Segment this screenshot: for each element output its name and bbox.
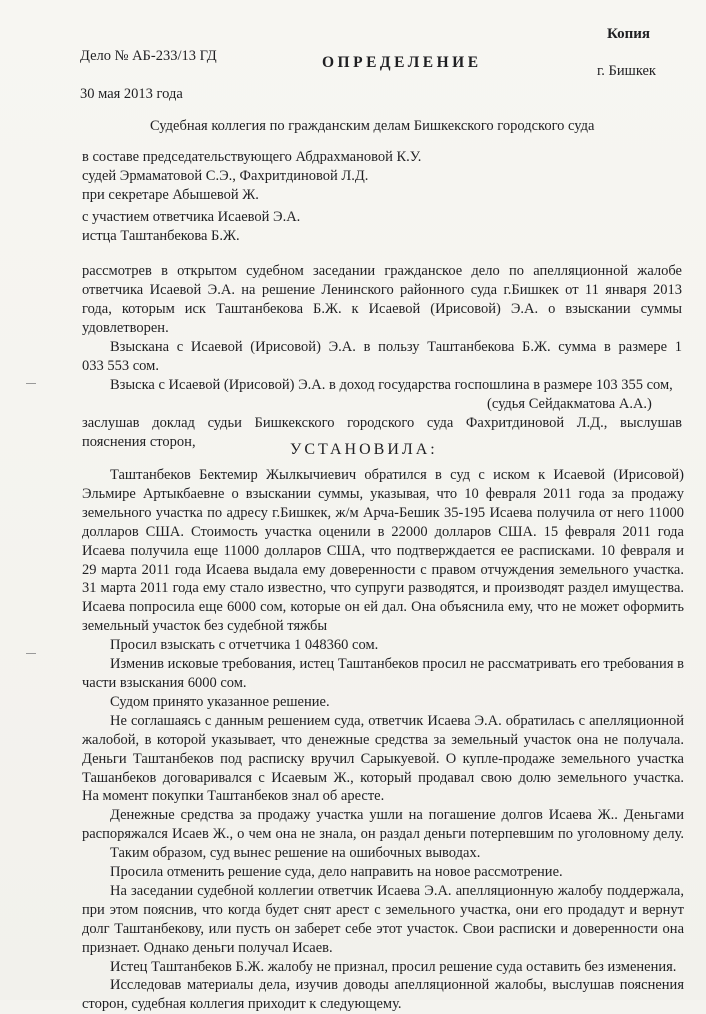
body-line: сторон, судебная коллегия приходит к следующему. [82, 996, 402, 1013]
body-line: жалобой, в которой указывает, что денежные средства за земельный участок она не получала. [82, 731, 684, 748]
hearing-line: заслушав доклад судьи Бишкекского городского суда Фахритдиновой Л.Д., выслушав [82, 415, 682, 431]
body-text [82, 466, 684, 1014]
sum-line: Взыскана с Исаевой (Ирисовой) Э.А. в пользу Таштанбекова Б.Ж. сумма в размере 1 [110, 339, 682, 355]
body-line: Изменив исковые требования, истец Таштанбеков просил не рассматривать его требования в [110, 656, 684, 673]
composition-line: судей Эрмаматовой С.Э., Фахритдиновой Л.Д. [82, 168, 369, 184]
body-line: Истец Таштанбеков Б.Ж. жалобу не признал, просил решение суда оставить без изменения. [110, 958, 677, 975]
body-line: части взыскания 6000 сом. [82, 674, 247, 691]
court-composition [82, 148, 421, 205]
body-line: Просил взыскать с отчетчика 1 048360 сом. [110, 637, 379, 654]
body-line: 29 марта 2011 года Исаева выдала ему доверенности с правом отчуждения земельного участка. [82, 561, 684, 578]
body-line: Исаева получила еще 11000 долларов США, что подтверждается ее расписками. 10 февраля и [82, 542, 684, 559]
body-line: На заседании судебной коллегии ответчик Исаева Э.А. апелляционную жалобу поддержала, [110, 882, 684, 899]
body-line: долларов США. Стоимость участка оценили в 22000 долларов США. 15 февраля 2011 года [82, 523, 684, 540]
participant-line: истца Таштанбекова Б.Ж. [82, 228, 240, 244]
body-line: На момент покупки Таштанбеков знал об аресте. [82, 788, 385, 805]
judge-note: (судья Сейдакматова А.А.) [487, 396, 652, 412]
duty-line: Взыска с Исаевой (Ирисовой) Э.А. в доход государства госпошлина в размере 103 355 сом, [110, 377, 673, 393]
body-line: Судом принято указанное решение. [110, 693, 330, 710]
body-line: Исследовав материалы дела, изучив доводы апелляционной жалобы, выслушав пояснения [110, 977, 684, 994]
participants [82, 208, 300, 246]
composition-line: в составе председательствующего Абдрахмановой К.У. [82, 149, 422, 165]
body-line: 31 марта 2011 года ему стало известно, что супруги разводятся, и производят раздел имущества. [82, 580, 684, 597]
preamble [82, 262, 682, 452]
document-date: 30 мая 2013 года [80, 86, 183, 102]
body-line: Исаева попросила еще 6000 сом, которые он ей дал. Она объяснила ему, что не может оформить [82, 599, 684, 616]
preamble-line: ответчика Исаевой Э.А. на решение Ленинского районного суда г.Бишкек от 11 января 2013 [82, 282, 682, 298]
body-line: признает. Однако деньги получал Исаев. [82, 939, 333, 956]
body-line: Деньги Таштанбеков под расписку вручил Сарыкуевой. О купле-продаже земельного участка [82, 750, 684, 767]
participant-line: с участием ответчика Исаевой Э.А. [82, 209, 301, 225]
body-line: Просила отменить решение суда, дело направить на новое рассмотрение. [110, 864, 563, 881]
body-line: Эльмире Артыкбаевне о взыскании суммы, указывая, что 10 февраля 2011 года за продажу [82, 485, 684, 502]
preamble-line: рассмотрев в открытом судебном заседании гражданское дело по апелляционной жалобе [82, 263, 682, 279]
body-line: распоряжался Исаев Ж., о чем она не знала, он раздал деньги потерпевшим по уголовному делу. [82, 826, 684, 843]
body-line: при этом пояснив, что когда будет снят арест с земельного участка, они его продадут и вернут [82, 901, 684, 918]
preamble-line: удовлетворен. [82, 320, 169, 336]
case-number: Дело № АБ-233/13 ГД [80, 48, 217, 64]
established-heading: УСТАНОВИЛА: [290, 441, 438, 458]
body-line: Ташанбеков договаривался с Исаевым Ж., который продавал свою долю земельного участка. [82, 769, 684, 786]
hearing-line: пояснения сторон, [82, 434, 196, 450]
court-name: Судебная коллегия по гражданским делам Бишкекского городского суда [150, 118, 595, 134]
city: г. Бишкек [597, 63, 656, 79]
body-line: земельный участок без судебной тяжбы [82, 618, 328, 635]
body-line: Таким образом, суд вынес решение на ошибочных выводах. [110, 845, 481, 862]
preamble-line: года, которым иск Таштанбекова Б.Ж. к Исаевой (Ирисовой) Э.А. о взыскании суммы [82, 301, 682, 317]
scan-mark [26, 383, 36, 384]
document-title: ОПРЕДЕЛЕНИЕ [322, 54, 482, 71]
scan-mark [26, 653, 36, 654]
body-line: земельного участка по адресу г.Бишкек, ж/м Арча-Бешик 35-195 Исаева получила от него 11000 [82, 504, 684, 521]
composition-line: при секретаре Абышевой Ж. [82, 187, 259, 203]
copy-label: Копия [607, 26, 651, 42]
sum-line: 033 553 сом. [82, 358, 159, 374]
body-line: Таштанбеков Бектемир Жылкычиевич обратился в суд с иском к Исаевой (Ирисовой) [110, 467, 684, 483]
body-line: долг Таштанбекову, или пусть он заберет себе этот участок. Свои расписки и доверенности она [82, 920, 684, 937]
body-line: Денежные средства за продажу участка ушли на погашение долгов Исаева Ж.. Деньгами [110, 807, 684, 824]
body-line: Не соглашаясь с данным решением суда, ответчик Исаева Э.А. обратилась с апелляционной [110, 712, 684, 729]
